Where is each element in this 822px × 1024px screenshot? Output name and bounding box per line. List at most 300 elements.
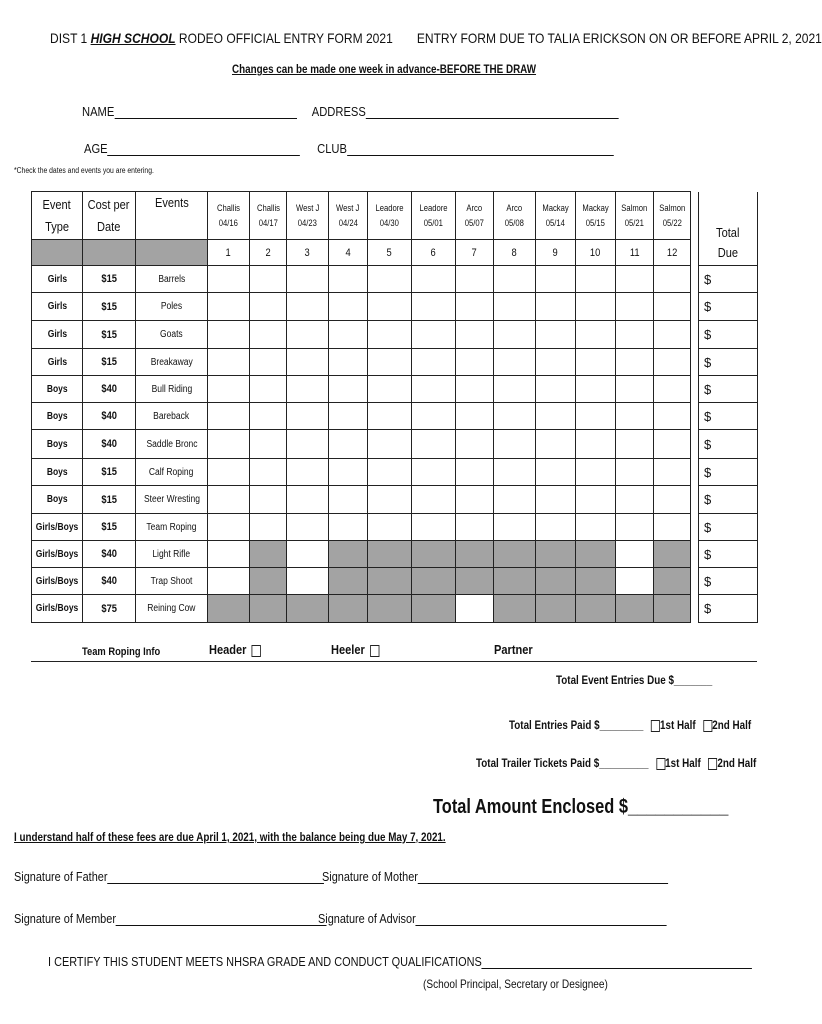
dollar-sign: $ — [704, 327, 712, 342]
event-name-cell — [136, 568, 208, 595]
title-emphasis: HIGH SCHOOL — [90, 30, 176, 46]
event-row — [32, 595, 758, 623]
row-total-cell[interactable] — [699, 403, 758, 430]
unavailable-cell — [287, 595, 329, 623]
entry-checkbox-cell[interactable] — [208, 349, 250, 376]
age-label: AGE — [84, 141, 108, 156]
partner-label: Partner — [494, 642, 533, 657]
entry-checkbox-cell[interactable] — [412, 430, 456, 459]
event-cost: $40 — [101, 548, 117, 560]
event-name: Light Rifle — [152, 548, 191, 560]
entry-checkbox-cell[interactable] — [456, 595, 494, 623]
entry-checkbox-cell[interactable] — [329, 376, 368, 403]
entry-checkbox-cell[interactable] — [456, 403, 494, 430]
unavailable-cell — [654, 595, 691, 623]
member-signature-label: Signature of Member — [14, 911, 116, 926]
check-note: *Check the dates and events you are entering. — [14, 166, 154, 175]
date-number-label: 11 — [629, 246, 640, 259]
entry-checkbox-cell[interactable] — [208, 430, 250, 459]
entry-checkbox-cell[interactable] — [412, 293, 456, 321]
entry-checkbox-cell[interactable] — [576, 293, 616, 321]
event-name-cell — [136, 293, 208, 321]
total-header — [699, 192, 758, 240]
cost-cell — [83, 321, 136, 349]
date-number-label: 9 — [552, 246, 559, 259]
unavailable-cell — [536, 595, 576, 623]
spacer — [691, 568, 699, 595]
cost-cell — [83, 568, 136, 595]
entry-checkbox-cell[interactable] — [494, 376, 536, 403]
spacer — [691, 240, 699, 266]
mother-signature-label: Signature of Mother — [322, 869, 418, 884]
first-half-label: 1st Half — [665, 756, 701, 770]
row-total-cell[interactable] — [699, 595, 758, 623]
title-prefix: DIST 1 — [50, 30, 91, 46]
entry-checkbox-cell[interactable] — [287, 514, 329, 541]
date-header — [536, 192, 576, 240]
address-label: ADDRESS — [311, 104, 366, 119]
entry-checkbox-cell[interactable] — [250, 321, 287, 349]
header-shade — [32, 240, 83, 266]
entry-checkbox-cell[interactable] — [576, 459, 616, 486]
entry-checkbox-cell[interactable] — [576, 376, 616, 403]
dollar-sign: $ — [704, 546, 712, 562]
date-number-label: 6 — [430, 246, 437, 259]
second-half-label: 2nd Half — [712, 718, 752, 732]
entry-checkbox-cell[interactable] — [616, 376, 654, 403]
entry-checkbox-cell[interactable] — [208, 403, 250, 430]
entry-checkbox-cell[interactable] — [616, 541, 654, 568]
date-number-label: 12 — [666, 246, 678, 259]
entry-checkbox-cell[interactable] — [208, 459, 250, 486]
event-row — [32, 376, 758, 403]
entry-checkbox-cell[interactable] — [329, 430, 368, 459]
event-type: Girls/Boys — [35, 603, 79, 614]
date-place: Salmon — [621, 202, 648, 213]
entry-checkbox-cell[interactable] — [536, 266, 576, 293]
unavailable-cell — [250, 541, 287, 568]
entry-checkbox-cell[interactable] — [208, 541, 250, 568]
entry-checkbox-cell[interactable] — [412, 514, 456, 541]
entry-checkbox-cell[interactable] — [654, 514, 691, 541]
first-half-label: 1st Half — [660, 718, 696, 732]
entry-checkbox-cell[interactable] — [576, 514, 616, 541]
row-total-cell[interactable] — [699, 266, 758, 293]
entry-checkbox-cell[interactable] — [412, 486, 456, 514]
due-header — [699, 240, 758, 266]
entries-second-half-checkbox[interactable] — [703, 720, 712, 732]
event-cost: $75 — [101, 602, 117, 615]
entry-checkbox-cell[interactable] — [208, 376, 250, 403]
entry-checkbox-cell[interactable] — [536, 486, 576, 514]
row-total-cell[interactable] — [699, 376, 758, 403]
spacer — [691, 459, 699, 486]
unavailable-cell — [616, 595, 654, 623]
date-number-label: 2 — [265, 246, 271, 259]
certify-label: I CERTIFY THIS STUDENT MEETS NHSRA GRADE AND CONDUCT QUALIFICATIONS — [48, 954, 482, 969]
entry-checkbox-cell[interactable] — [456, 321, 494, 349]
entry-checkbox-cell[interactable] — [576, 430, 616, 459]
entry-checkbox-cell[interactable] — [494, 430, 536, 459]
dollar-sign: $ — [704, 464, 712, 480]
row-total-cell[interactable] — [699, 541, 758, 568]
event-name-cell — [136, 321, 208, 349]
entry-checkbox-cell[interactable] — [536, 430, 576, 459]
event-name-cell — [136, 349, 208, 376]
row-total-cell[interactable] — [699, 514, 758, 541]
entry-checkbox-cell[interactable] — [536, 293, 576, 321]
cost-cell — [83, 376, 136, 403]
club-label: CLUB — [317, 141, 347, 156]
entry-checkbox-cell[interactable] — [654, 459, 691, 486]
entry-checkbox-cell[interactable] — [536, 403, 576, 430]
cost-cell — [83, 514, 136, 541]
date-number — [412, 240, 456, 266]
entry-checkbox-cell[interactable] — [412, 349, 456, 376]
name-field[interactable] — [114, 104, 296, 119]
event-type-cell — [32, 376, 83, 403]
date-number-label: 7 — [471, 246, 478, 259]
events-header-label: Events — [154, 195, 189, 210]
entry-checkbox-cell[interactable] — [368, 321, 412, 349]
entry-checkbox-cell[interactable] — [287, 486, 329, 514]
cost-cell — [83, 459, 136, 486]
entry-checkbox-cell[interactable] — [329, 349, 368, 376]
spacer — [691, 293, 699, 321]
entry-checkbox-cell[interactable] — [208, 568, 250, 595]
date-value: 05/14 — [545, 217, 566, 228]
event-name: Bareback — [153, 410, 190, 422]
row-total-cell[interactable] — [699, 486, 758, 514]
date-place: Leadore — [419, 202, 448, 213]
father-signature-row — [14, 869, 324, 884]
event-type-cell — [32, 541, 83, 568]
event-type: Boys — [46, 410, 68, 422]
row-total-cell[interactable] — [699, 430, 758, 459]
entry-checkbox-cell[interactable] — [456, 459, 494, 486]
entry-checkbox-cell[interactable] — [287, 459, 329, 486]
number-row — [32, 240, 758, 266]
unavailable-cell — [494, 541, 536, 568]
entry-checkbox-cell[interactable] — [576, 403, 616, 430]
date-number — [250, 240, 287, 266]
designee-caption: (School Principal, Secretary or Designee) — [423, 977, 608, 991]
date-header — [329, 192, 368, 240]
entry-checkbox-cell[interactable] — [456, 293, 494, 321]
header-option — [209, 642, 261, 657]
spacer — [691, 430, 699, 459]
date-value: 04/23 — [297, 217, 318, 228]
entry-checkbox-cell[interactable] — [412, 321, 456, 349]
member-signature-field[interactable] — [116, 911, 327, 926]
event-name: Goats — [160, 329, 183, 340]
entry-checkbox-cell[interactable] — [536, 376, 576, 403]
entry-checkbox-cell[interactable] — [287, 293, 329, 321]
heeler-label: Heeler — [331, 642, 365, 657]
entry-checkbox-cell[interactable] — [494, 514, 536, 541]
entry-checkbox-cell[interactable] — [654, 430, 691, 459]
date-number — [329, 240, 368, 266]
event-type-header-line2: Type — [45, 218, 69, 234]
entry-checkbox-cell[interactable] — [616, 266, 654, 293]
entry-checkbox-cell[interactable] — [654, 266, 691, 293]
entry-checkbox-cell[interactable] — [412, 266, 456, 293]
entry-checkbox-cell[interactable] — [329, 514, 368, 541]
event-cost: $15 — [101, 493, 117, 506]
entry-checkbox-cell[interactable] — [494, 486, 536, 514]
second-half-label: 2nd Half — [717, 756, 757, 770]
entry-checkbox-cell[interactable] — [287, 376, 329, 403]
event-name-cell — [136, 486, 208, 514]
entry-checkbox-cell[interactable] — [287, 541, 329, 568]
date-place: Mackay — [582, 202, 609, 213]
entry-checkbox-cell[interactable] — [368, 486, 412, 514]
header-checkbox[interactable] — [252, 645, 261, 657]
advisor-signature-field[interactable] — [416, 911, 667, 926]
advisor-signature-row — [318, 911, 667, 926]
entry-checkbox-cell[interactable] — [494, 459, 536, 486]
entry-checkbox-cell[interactable] — [250, 349, 287, 376]
event-name-cell — [136, 266, 208, 293]
event-type: Girls — [47, 273, 67, 285]
entry-checkbox-cell[interactable] — [616, 486, 654, 514]
date-place: Mackay — [542, 202, 569, 213]
entry-checkbox-cell[interactable] — [494, 349, 536, 376]
event-name-cell — [136, 376, 208, 403]
date-number — [654, 240, 691, 266]
entry-checkbox-cell[interactable] — [494, 403, 536, 430]
entries-first-half-checkbox[interactable] — [651, 720, 660, 732]
entry-checkbox-cell[interactable] — [287, 568, 329, 595]
entry-checkbox-cell[interactable] — [412, 376, 456, 403]
date-place: Leadore — [375, 202, 404, 213]
entry-checkbox-cell[interactable] — [616, 430, 654, 459]
cost-cell — [83, 266, 136, 293]
event-type-cell — [32, 430, 83, 459]
club-field[interactable] — [347, 141, 614, 156]
unavailable-cell — [494, 568, 536, 595]
cost-cell — [83, 595, 136, 623]
dollar-sign: $ — [704, 519, 712, 535]
heeler-checkbox[interactable] — [370, 645, 379, 657]
unavailable-cell — [654, 541, 691, 568]
certify-signature-field[interactable] — [482, 954, 752, 969]
entry-checkbox-cell[interactable] — [250, 459, 287, 486]
entry-checkbox-cell[interactable] — [654, 486, 691, 514]
entry-checkbox-cell[interactable] — [576, 266, 616, 293]
entry-checkbox-cell[interactable] — [456, 514, 494, 541]
row-total-cell[interactable] — [699, 459, 758, 486]
entry-checkbox-cell[interactable] — [654, 403, 691, 430]
entry-checkbox-cell[interactable] — [494, 266, 536, 293]
entry-checkbox-cell[interactable] — [208, 514, 250, 541]
entry-checkbox-cell[interactable] — [368, 459, 412, 486]
entry-checkbox-cell[interactable] — [287, 430, 329, 459]
spacer — [691, 514, 699, 541]
event-name-cell — [136, 595, 208, 623]
entry-checkbox-cell[interactable] — [250, 376, 287, 403]
date-header — [654, 192, 691, 240]
entry-checkbox-cell[interactable] — [576, 321, 616, 349]
age-row — [84, 141, 614, 156]
entry-checkbox-cell[interactable] — [368, 430, 412, 459]
event-type-cell — [32, 321, 83, 349]
date-value: 04/30 — [379, 217, 400, 228]
unavailable-cell — [412, 568, 456, 595]
header-shade — [136, 240, 208, 266]
entry-checkbox-cell[interactable] — [536, 459, 576, 486]
entry-checkbox-cell[interactable] — [412, 459, 456, 486]
entry-checkbox-cell[interactable] — [287, 266, 329, 293]
entry-checkbox-cell[interactable] — [616, 349, 654, 376]
entry-checkbox-cell[interactable] — [456, 376, 494, 403]
entry-checkbox-cell[interactable] — [368, 376, 412, 403]
row-total-cell[interactable] — [699, 293, 758, 321]
header-label: Header — [209, 642, 247, 657]
unavailable-cell — [368, 595, 412, 623]
event-type: Boys — [46, 438, 68, 450]
date-value: 05/21 — [624, 217, 645, 228]
entry-checkbox-cell[interactable] — [616, 293, 654, 321]
event-name: Calf Roping — [149, 466, 194, 478]
cost-cell — [83, 349, 136, 376]
date-value: 05/01 — [423, 217, 444, 228]
entry-checkbox-cell[interactable] — [287, 403, 329, 430]
entry-checkbox-cell[interactable] — [536, 321, 576, 349]
entry-checkbox-cell[interactable] — [654, 376, 691, 403]
entry-checkbox-cell[interactable] — [412, 403, 456, 430]
entry-checkbox-cell[interactable] — [616, 459, 654, 486]
unavailable-cell — [250, 595, 287, 623]
entry-checkbox-cell[interactable] — [208, 293, 250, 321]
event-cost: $15 — [101, 300, 117, 313]
row-total-cell[interactable] — [699, 349, 758, 376]
event-type: Boys — [46, 494, 68, 505]
entry-checkbox-cell[interactable] — [368, 514, 412, 541]
entry-checkbox-cell[interactable] — [329, 293, 368, 321]
entry-checkbox-cell[interactable] — [368, 293, 412, 321]
entry-checkbox-cell[interactable] — [329, 321, 368, 349]
date-place: Challis — [256, 202, 280, 213]
entry-checkbox-cell[interactable] — [576, 349, 616, 376]
entry-checkbox-cell[interactable] — [616, 321, 654, 349]
entry-checkbox-cell[interactable] — [654, 349, 691, 376]
entry-checkbox-cell[interactable] — [494, 293, 536, 321]
spacer — [691, 321, 699, 349]
entry-checkbox-cell[interactable] — [536, 514, 576, 541]
date-number — [208, 240, 250, 266]
entry-checkbox-cell[interactable] — [287, 349, 329, 376]
entry-checkbox-cell[interactable] — [456, 349, 494, 376]
unavailable-cell — [456, 568, 494, 595]
event-name: Poles — [160, 301, 183, 312]
entry-checkbox-cell[interactable] — [250, 266, 287, 293]
entry-checkbox-cell[interactable] — [329, 459, 368, 486]
entry-checkbox-cell[interactable] — [616, 514, 654, 541]
entry-checkbox-cell[interactable] — [250, 403, 287, 430]
trailer-first-half-checkbox[interactable] — [656, 758, 665, 770]
entry-checkbox-cell[interactable] — [208, 321, 250, 349]
entry-checkbox-cell[interactable] — [368, 349, 412, 376]
entry-checkbox-cell[interactable] — [456, 486, 494, 514]
spacer — [691, 541, 699, 568]
unavailable-cell — [368, 568, 412, 595]
team-roping-divider — [31, 661, 757, 662]
date-number — [616, 240, 654, 266]
unavailable-cell — [536, 541, 576, 568]
entry-checkbox-cell[interactable] — [456, 430, 494, 459]
entry-checkbox-cell[interactable] — [329, 266, 368, 293]
spacer — [691, 349, 699, 376]
entry-checkbox-cell[interactable] — [250, 293, 287, 321]
event-type: Girls/Boys — [35, 548, 79, 560]
event-cost: $40 — [101, 383, 117, 395]
event-row — [32, 349, 758, 376]
entry-checkbox-cell[interactable] — [250, 514, 287, 541]
entry-checkbox-cell[interactable] — [576, 486, 616, 514]
row-total-cell[interactable] — [699, 568, 758, 595]
event-name-cell — [136, 514, 208, 541]
form-title — [50, 30, 822, 46]
mother-signature-field[interactable] — [418, 869, 668, 884]
due-note: ENTRY FORM DUE TO TALIA ERICKSON ON OR BEFORE APRIL 2, 2021 — [416, 30, 822, 46]
entry-checkbox-cell[interactable] — [368, 403, 412, 430]
trailer-second-half-checkbox[interactable] — [708, 758, 717, 770]
entry-checkbox-cell[interactable] — [208, 486, 250, 514]
entry-checkbox-cell[interactable] — [368, 266, 412, 293]
dollar-sign: $ — [704, 601, 712, 616]
member-signature-row — [14, 911, 327, 926]
event-name: Bull Riding — [151, 383, 192, 395]
event-type: Girls/Boys — [35, 521, 79, 533]
date-number — [494, 240, 536, 266]
entry-checkbox-cell[interactable] — [616, 403, 654, 430]
entry-checkbox-cell[interactable] — [329, 403, 368, 430]
entry-checkbox-cell[interactable] — [208, 266, 250, 293]
events-header — [136, 192, 208, 240]
trailer-paid-row — [476, 756, 756, 770]
father-signature-field[interactable] — [107, 869, 324, 884]
unavailable-cell — [250, 568, 287, 595]
team-roping-label: Team Roping Info — [82, 646, 161, 658]
unavailable-cell — [456, 541, 494, 568]
event-cost: $15 — [101, 328, 117, 341]
entry-checkbox-cell[interactable] — [456, 266, 494, 293]
due-header-label: Due — [717, 244, 739, 260]
age-field[interactable] — [108, 141, 301, 156]
entry-checkbox-cell[interactable] — [494, 321, 536, 349]
entry-checkbox-cell[interactable] — [329, 486, 368, 514]
event-row — [32, 541, 758, 568]
event-type-cell — [32, 293, 83, 321]
entry-checkbox-cell[interactable] — [250, 430, 287, 459]
unavailable-cell — [494, 595, 536, 623]
entry-checkbox-cell[interactable] — [250, 486, 287, 514]
row-total-cell[interactable] — [699, 321, 758, 349]
spacer — [691, 376, 699, 403]
entry-checkbox-cell[interactable] — [616, 568, 654, 595]
entry-checkbox-cell[interactable] — [654, 321, 691, 349]
entry-checkbox-cell[interactable] — [654, 293, 691, 321]
event-row — [32, 266, 758, 293]
total-event-entries: Total Event Entries Due $_______ — [556, 673, 713, 687]
entry-checkbox-cell[interactable] — [536, 349, 576, 376]
unavailable-cell — [329, 568, 368, 595]
address-field[interactable] — [366, 104, 619, 119]
date-number-label: 1 — [225, 246, 232, 259]
event-name: Team Roping — [146, 521, 197, 533]
entry-checkbox-cell[interactable] — [287, 321, 329, 349]
